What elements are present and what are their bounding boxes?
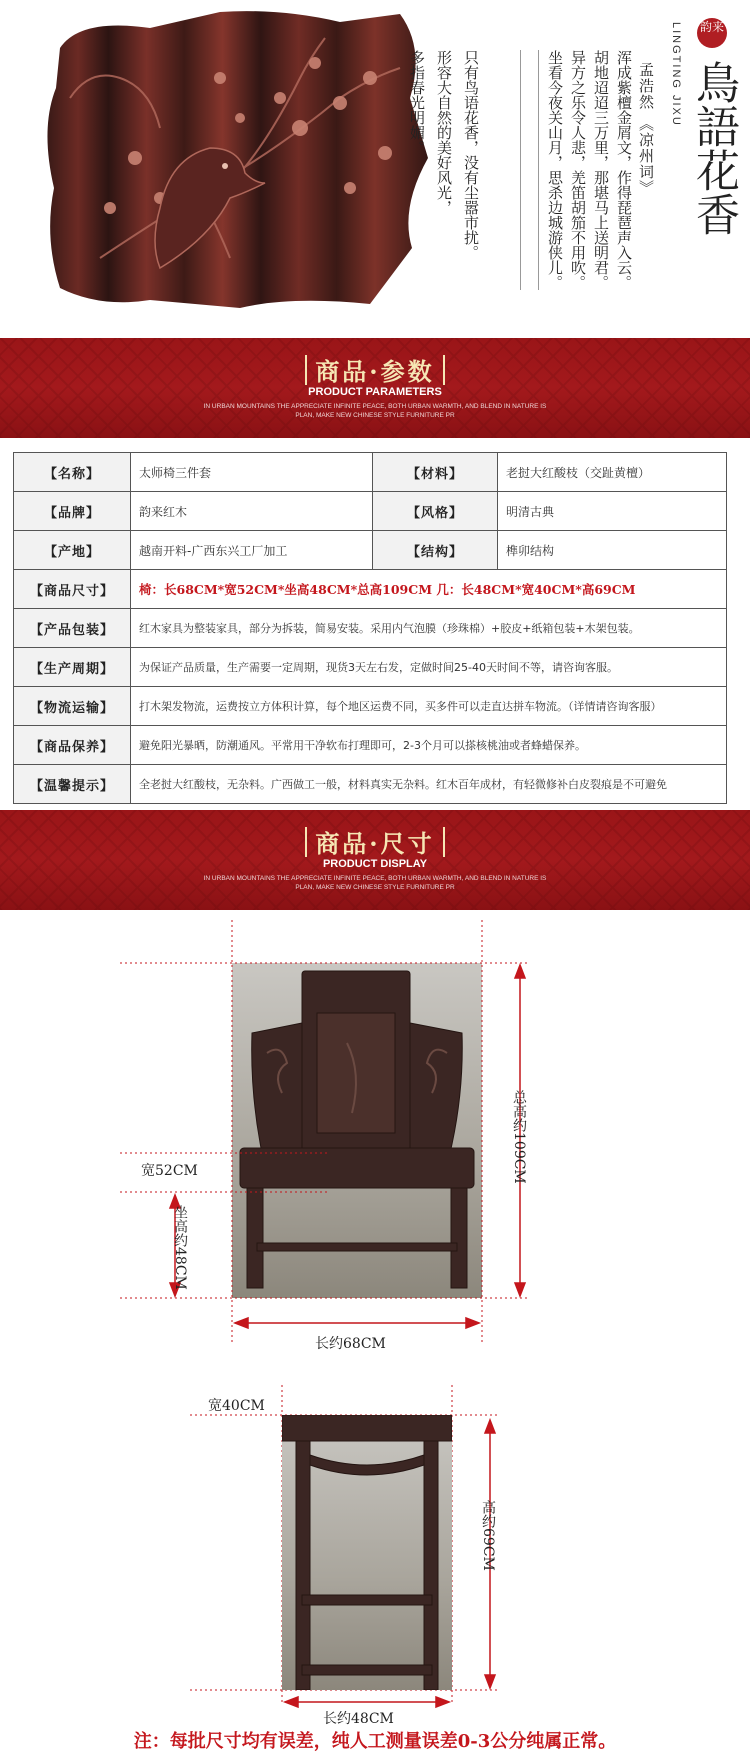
param-value: 榫卯结构 — [498, 531, 727, 570]
banner-title-zh: 商品·尺寸 — [315, 829, 435, 858]
param-label: 【品牌】 — [14, 492, 131, 531]
param-label: 【材料】 — [373, 453, 498, 492]
banner-tagline-line-1: IN URBAN MOUNTAINS THE APPRECIATE INFINITE PEACE, BOTH URBAN WARMTH, AND BLEND IN NATURE IS — [203, 403, 547, 410]
table-row — [14, 687, 727, 726]
poem-line-4: 坐看今夜关山月，思杀边城游侠儿。 — [546, 50, 564, 290]
table-row — [14, 648, 727, 687]
param-value-size: 椅：长68CM*宽52CM*坐高48CM*总高109CM 几：长48CM*宽40CM*高69CM — [131, 570, 727, 609]
param-value: 全老挝大红酸枝，无杂料。广西做工一般，材料真实无杂料。红木百年成材，有轻微修补白皮裂痕是不可避免 — [131, 765, 727, 804]
side-table-image — [282, 1415, 452, 1690]
param-value: 为保证产品质量，生产需要一定周期，现货3天左右发，定做时间25-40天时间不等，请咨询客服。 — [131, 648, 727, 687]
table-row — [14, 726, 727, 765]
param-label: 【结构】 — [373, 531, 498, 570]
poem-line-1: 浑成紫檀金屑文，作得琵琶声入云。 — [615, 50, 633, 290]
poem-line-6: 形容大自然的美好风光， — [435, 50, 453, 215]
param-label: 【商品尺寸】 — [14, 570, 131, 609]
banner-product-display — [0, 810, 750, 910]
param-value: 越南开料-广西东兴工厂加工 — [131, 531, 373, 570]
poem-line-7: 多指春光明媚。 — [408, 50, 426, 155]
param-label: 【产地】 — [14, 531, 131, 570]
side-table-photo — [282, 1415, 452, 1690]
poem-line-5: 只有鸟语花香，没有尘嚣市扰。 — [462, 50, 480, 260]
banner-tagline-line-2: PLAN, MAKE NEW CHINESE STYLE FURNITURE PR — [295, 884, 455, 891]
param-value: 韵来红木 — [131, 492, 373, 531]
banner-tagline-line-2: PLAN, MAKE NEW CHINESE STYLE FURNITURE PR — [295, 412, 455, 419]
banner-tagline-line-1: IN URBAN MOUNTAINS THE APPRECIATE INFINITE PEACE, BOTH URBAN WARMTH, AND BLEND IN NATURE IS — [203, 875, 547, 882]
param-value: 老挝大红酸枝（交趾黄檀） — [498, 453, 727, 492]
param-value: 红木家具为整装家具，部分为拆装，简易安装。采用内气泡膜（珍珠棉）+胶皮+纸箱包装+木架包装。 — [131, 609, 727, 648]
param-value: 打木架发物流，运费按立方体积计算，每个地区运费不同，买多件可以走直达拼车物流。（详情请咨询客服） — [131, 687, 727, 726]
chair-seat-height-label: 坐高约48CM — [172, 1205, 188, 1290]
poem-divider — [538, 50, 539, 290]
param-label: 【生产周期】 — [14, 648, 131, 687]
param-label: 【温馨提示】 — [14, 765, 131, 804]
brand-title: 鳥語花香 — [688, 60, 739, 236]
param-label: 【产品包装】 — [14, 609, 131, 648]
brand-seal-logo: 韵来 — [697, 18, 727, 48]
product-parameters-table — [13, 452, 727, 804]
brand-pinyin: LINGTING JIXU — [670, 22, 682, 127]
banner-product-parameters — [0, 338, 750, 438]
table-row — [14, 531, 727, 570]
table-height-label: 高约69CM — [480, 1500, 496, 1571]
banner-title-en: PRODUCT PARAMETERS — [308, 386, 442, 398]
table-row — [14, 453, 727, 492]
param-value: 避免阳光暴晒，防潮通风。平常用干净软布打理即可，2-3个月可以搽核桃油或者蜂蜡保养。 — [131, 726, 727, 765]
table-length-label: 长约48CM — [323, 1711, 394, 1727]
chair-width-label: 宽52CM — [141, 1163, 198, 1179]
hero-section — [0, 0, 750, 340]
table-row — [14, 492, 727, 531]
poem-author: 孟浩然 《凉州词》 — [637, 62, 655, 196]
param-label: 【商品保养】 — [14, 726, 131, 765]
product-dimensions-section — [0, 910, 750, 1755]
table-row — [14, 765, 727, 804]
banner-tagline — [0, 874, 750, 892]
measurement-note: 注：每批尺寸均有误差，纯人工测量误差0-3公分纯属正常。 — [133, 1731, 617, 1752]
poem-line-2: 胡地迢迢三万里，那堪马上送明君。 — [592, 50, 610, 290]
table-row — [14, 570, 727, 609]
table-row — [14, 609, 727, 648]
chair-total-height-label: 总高约109CM — [511, 1090, 527, 1184]
param-label: 【物流运输】 — [14, 687, 131, 726]
param-label: 【风格】 — [373, 492, 498, 531]
banner-title-zh: 商品·参数 — [315, 357, 435, 386]
poem-line-3: 异方之乐令人悲，羌笛胡笳不用吹。 — [569, 50, 587, 290]
param-label: 【名称】 — [14, 453, 131, 492]
param-value: 明清古典 — [498, 492, 727, 531]
table-width-label: 宽40CM — [208, 1398, 265, 1414]
poem-divider — [520, 50, 521, 290]
chair-length-label: 长约68CM — [315, 1336, 386, 1352]
banner-title-en: PRODUCT DISPLAY — [322, 858, 428, 870]
banner-tagline — [0, 402, 750, 420]
bird-flower-carving-image — [40, 8, 430, 313]
param-value: 太师椅三件套 — [131, 453, 373, 492]
